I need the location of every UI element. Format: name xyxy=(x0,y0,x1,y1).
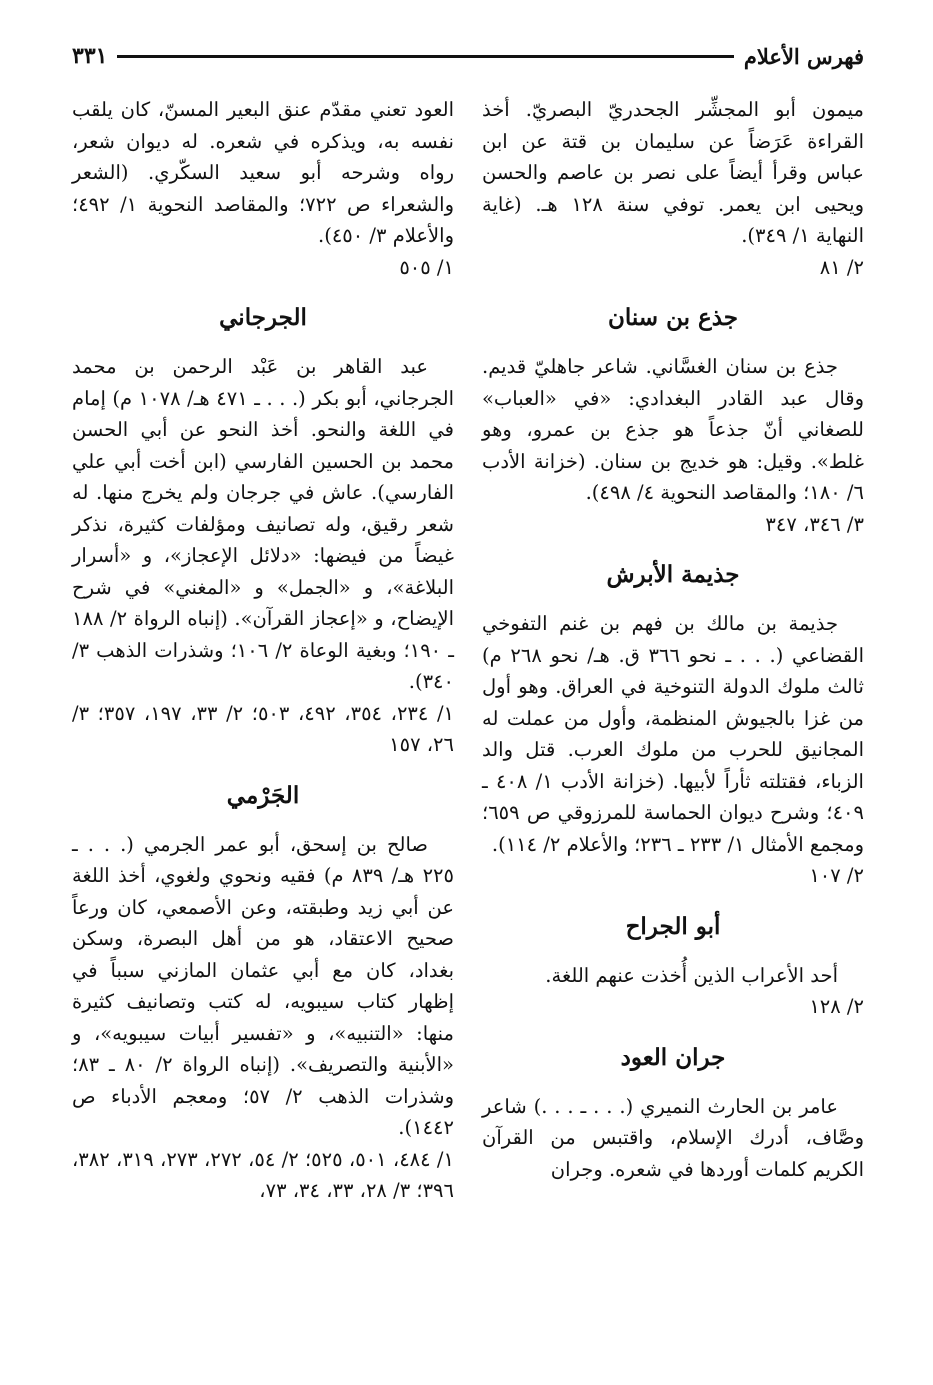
entry-refs: ٢/ ١٠٧ xyxy=(809,864,864,887)
entry-heading: الجرجاني xyxy=(219,304,307,331)
running-title: فهرس الأعلام xyxy=(743,43,864,69)
header-rule xyxy=(117,55,733,58)
continued-entry-text: ميمون أبو المجشِّر الجحدريّ البصريّ. أخذ القراءة عَرَضاً عن سليمان بن قتة عن ابن عباس وقرأ أيضاً على نصر بن عاصم والحسن ويحيى ابن يعمر. توفي سنة ١٢٨ هـ. (غاية النهاية ١/ ٣٤٩). xyxy=(482,98,864,247)
entry-heading: جذع بن سنان xyxy=(607,304,739,331)
page-number: ٣٣١ xyxy=(72,43,108,69)
left-column xyxy=(72,94,454,1207)
entry-text: عبد القاهر بن عَبْد الرحمن بن محمد الجرجاني، أبو بكر (. . . ـ ٤٧١ هـ/ ١٠٧٨ م) إمام في اللغة والنحو. أخذ النحو عن أبي الحسن محمد بن الحسين الفارسي (ابن أخت أبي علي الفارسي). عاش في جرجان ولم يخرج منها. له شعر رقيق، وله تصانيف ومؤلفات كثيرة، نذكر غيضاً من فيضها: «دلائل الإعجاز»، و «أسرار البلاغة»، و «الجمل» و «المغني» في شرح الإيضاح، و «إعجاز القرآن». (إنباه الرواة ٢/ ١٨٨ ـ ١٩٠؛ وبغية الوعاة ٢/ ١٠٦؛ وشذرات الذهب ٣/ ٣٤٠). xyxy=(72,355,454,693)
entry-heading: جران العود xyxy=(620,1043,726,1071)
entry-text: عامر بن الحارث النميري (. . . ـ . . .) شاعر وصَّاف، أدرك الإسلام، واقتبس من القرآن الكريم كلمات أوردها في شعره. وجران xyxy=(482,1094,864,1181)
entry-text: صالح بن إسحق، أبو عمر الجرمي (. . . ـ ٢٢٥ هـ/ ٨٣٩ م) فقيه ونحوي ولغوي، أخذ اللغة عن أبي زيد وطبقته، وعن الأصمعي، كان ورعاً صحيح الاعتقاد، هو من أهل البصرة، وسكن بغداد، كان مع أبي عثمان المازني سبباً في إظهار كتاب سيبويه، له كتب وتصانيف كثيرة منها: «التنبيه»، و «تفسير أبيات سيبويه»، و «الأبنية والتصريف». (إنباه الرواة ٢/ ٨٠ ـ ٨٣؛ وشذرات الذهب ٢/ ٥٧؛ ومعجم الأدباء ص ١٤٤٢). xyxy=(72,832,454,1139)
entry-text: أحد الأعراب الذين أُخذت عنهم اللغة. xyxy=(545,963,838,987)
continued-entry-refs: ١/ ٥٠٥ xyxy=(399,255,454,279)
entry-refs: ٣/ ٣٤٦، ٣٤٧ xyxy=(765,512,864,536)
entry-heading: أبو الجراح xyxy=(625,912,721,940)
entry-refs: ٢/ ١٢٨ xyxy=(809,995,864,1018)
entry-text: جذيمة بن مالك بن فهم بن غنم التفوخي القضاعي (. . . ـ نحو ٣٦٦ ق. هـ/ نحو ٢٦٨ م) ثالث ملوك الدولة التنوخية في العراق. وهو أول من غزا بالجيوش المنظمة، وأول من عملت له المجانيق للحرب من ملوك العرب. قتل والد الزباء، فقتلته ثأراً لأبيها. (خزانة الأدب ١/ ٤٠٨ ـ ٤٠٩؛ وشرح ديوان الحماسة للمرزوقي ص ٦٥٩؛ ومجمع الأمثال ١/ ٢٣٣ ـ ٢٣٦؛ والأعلام ٢/ ١١٤). xyxy=(482,612,864,856)
entry-text: جذع بن سنان الغسَّاني. شاعر جاهليّ قديم. وقال عبد القادر البغدادي: «في «العباب» للصغاني أنّ جذعاً هو جذع بن عمرو، وهو غلط». وقيل: هو خديج بن سنان. (خزانة الأدب ٦/ ١٨٠؛ والمقاصد النحوية ٤/ ٤٩٨). xyxy=(482,355,864,504)
entry-heading: الجَرْمي xyxy=(226,781,300,809)
right-column xyxy=(482,94,864,1185)
continued-entry-text: العود تعني مقدّم عنق البعير المسنّ، كان يلقب نفسه به، ويذكره في شعره. له ديوان شعر، رواه وشرحه أبو سعيد السكّري. (الشعر والشعراء ص ٧٢٢؛ والمقاصد النحوية ١/ ٤٩٢؛ والأعلام ٣/ ٤٥٠). xyxy=(72,98,454,247)
entry-refs: ١/ ٤٨٤، ٥٠١، ٥٢٥؛ ٢/ ٥٤، ٢٧٢، ٢٧٣، ٣١٩، ٣٨٢، ٣٩٦؛ ٣/ ٢٨، ٣٣، ٣٤، ٧٣، xyxy=(72,1147,454,1202)
page-header xyxy=(72,36,864,76)
entry-refs: ١/ ٢٣٤، ٣٥٤، ٤٩٢، ٥٠٣؛ ٢/ ٣٣، ١٩٧، ٣٥٧؛ ٣/ ٢٦، ١٥٧ xyxy=(72,701,455,756)
entry-heading: جذيمة الأبرش xyxy=(606,561,740,588)
continued-entry-refs: ٢/ ٨١ xyxy=(819,255,864,279)
